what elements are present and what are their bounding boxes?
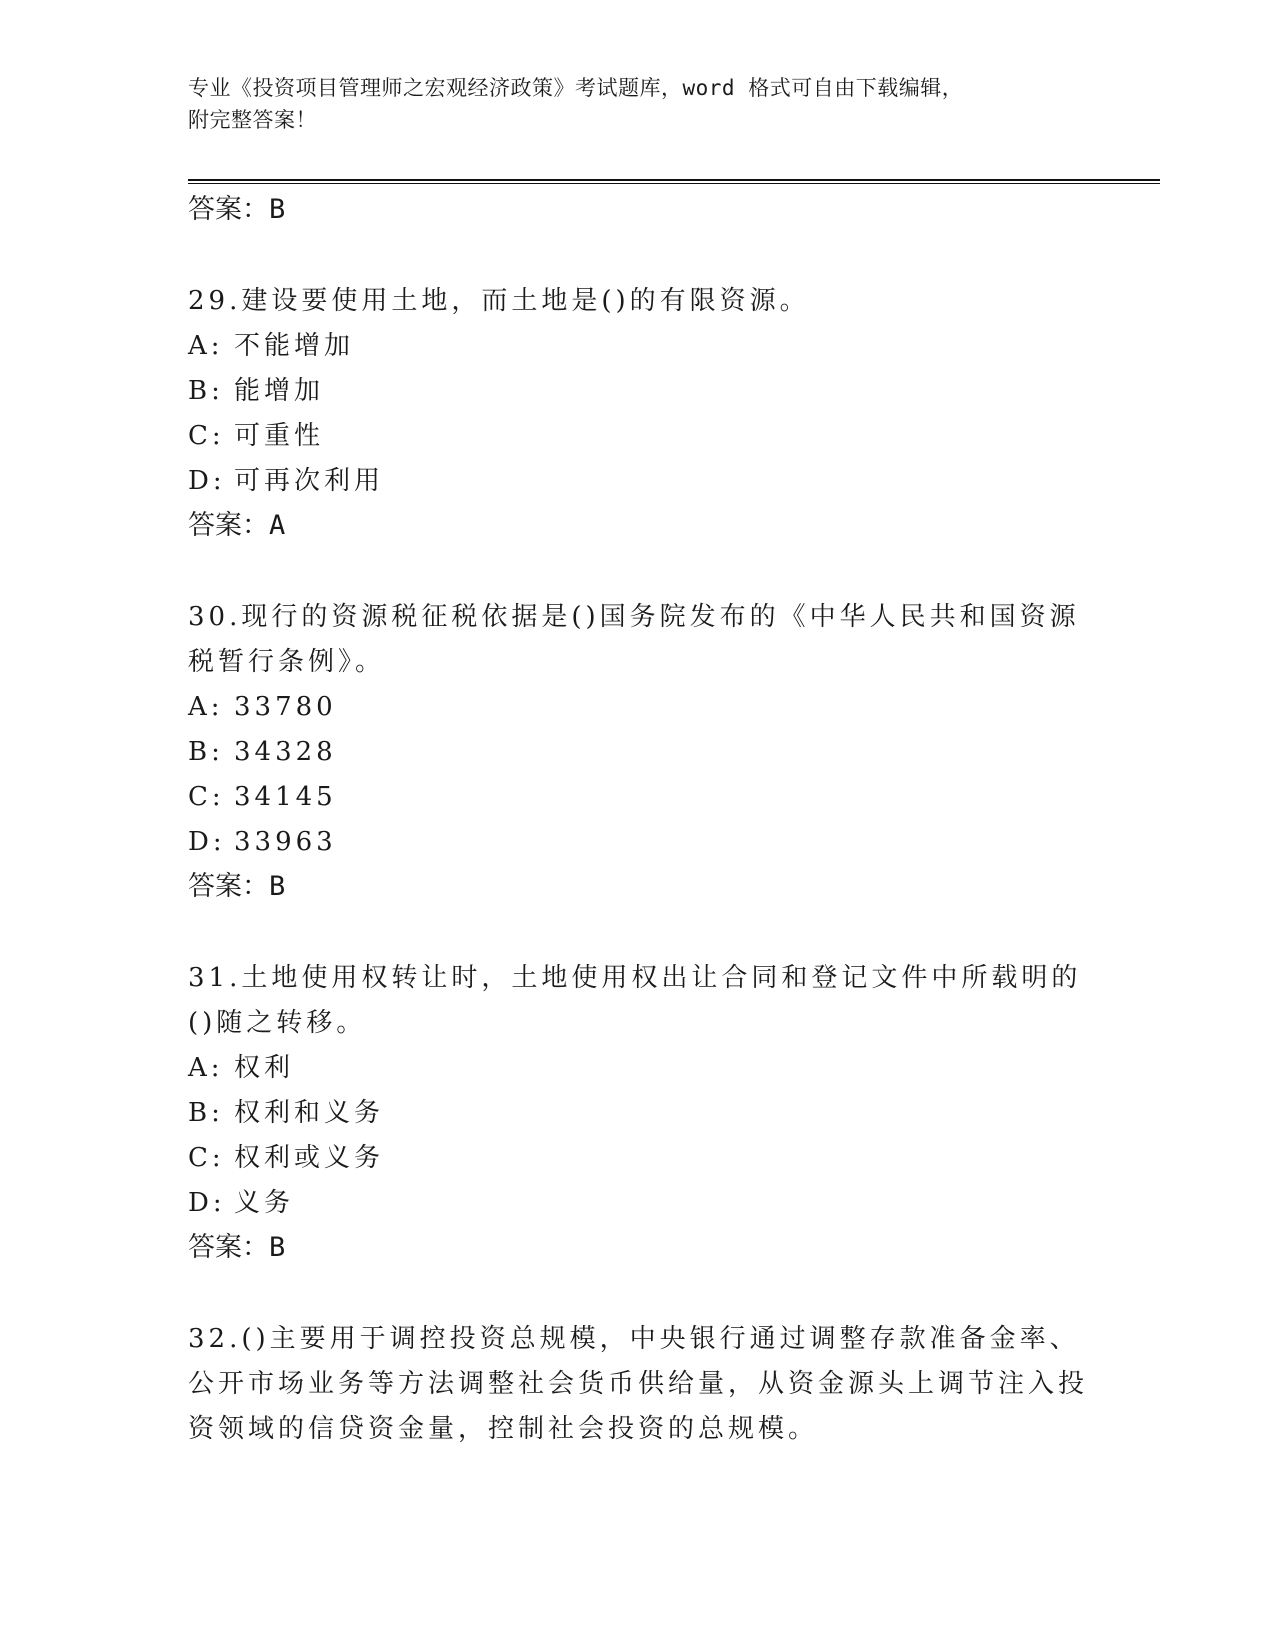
question-block — [188, 595, 1088, 909]
option-a — [188, 1046, 1088, 1091]
answer-value: B — [269, 871, 286, 902]
option-b — [188, 369, 1088, 414]
option-letter: B: — [188, 376, 224, 406]
option-b — [188, 1091, 1088, 1136]
option-text: 能增加 — [234, 376, 325, 406]
option-letter: C: — [188, 782, 225, 812]
option-letter: D: — [188, 827, 226, 857]
spacer — [188, 909, 1088, 956]
option-text: 义务 — [234, 1188, 295, 1218]
option-letter: A: — [188, 692, 224, 722]
option-b — [188, 730, 1088, 775]
answer-label: 答案： — [188, 194, 269, 225]
option-c — [188, 414, 1088, 459]
question-stem: 29.建设要使用土地，而土地是()的有限资源。 — [188, 286, 810, 316]
question-block — [188, 279, 1088, 548]
header-line-2: 附完整答案！ — [188, 108, 317, 132]
answer-line — [188, 865, 1088, 909]
question-stem: 31.土地使用权转让时，土地使用权出让合同和登记文件中所载明的()随之转移。 — [188, 963, 1082, 1038]
option-letter: C: — [188, 421, 225, 451]
option-c — [188, 1136, 1088, 1181]
answer-value: B — [269, 1232, 286, 1263]
option-text: 33963 — [234, 827, 337, 857]
header-rule-thin — [188, 183, 1160, 184]
option-letter: B: — [188, 1098, 224, 1128]
option-a — [188, 324, 1088, 369]
option-d — [188, 1181, 1088, 1226]
option-letter: D: — [188, 1188, 226, 1218]
option-text: 可再次利用 — [234, 466, 385, 496]
option-text: 33780 — [234, 692, 337, 722]
option-text: 可重性 — [234, 421, 325, 451]
answer-label: 答案： — [188, 510, 269, 541]
option-text: 权利或义务 — [234, 1143, 385, 1173]
question-list — [188, 188, 1088, 1452]
question-stem: 30.现行的资源税征税依据是()国务院发布的《中华人民共和国资源税暂行条例》。 — [188, 602, 1080, 677]
option-text: 不能增加 — [234, 331, 355, 361]
answer-value: A — [269, 510, 286, 541]
header-line-1: 专业《投资项目管理师之宏观经济政策》考试题库，word 格式可自由下载编辑， — [188, 76, 964, 100]
spacer — [188, 548, 1088, 595]
option-letter: A: — [188, 331, 224, 361]
option-text: 34145 — [234, 782, 337, 812]
answer-line — [188, 1226, 1088, 1270]
option-text: 权利 — [234, 1053, 295, 1083]
option-c — [188, 775, 1088, 820]
option-d — [188, 820, 1088, 865]
option-letter: C: — [188, 1143, 225, 1173]
option-d — [188, 459, 1088, 504]
header-rule-thick — [188, 179, 1160, 181]
option-text: 34328 — [234, 737, 337, 767]
answer-label: 答案： — [188, 871, 269, 902]
answer-value: B — [269, 194, 286, 225]
spacer — [188, 232, 1088, 279]
option-letter: A: — [188, 1053, 224, 1083]
option-letter: D: — [188, 466, 226, 496]
option-letter: B: — [188, 737, 224, 767]
question-stem: 32.()主要用于调控投资总规模，中央银行通过调整存款准备金率、公开市场业务等方法调整社会货币供给量，从资金源头上调节注入投资领域的信贷资金量，控制社会投资的总规模。 — [188, 1324, 1089, 1444]
answer-line — [188, 188, 1088, 232]
answer-line — [188, 504, 1088, 548]
answer-label: 答案： — [188, 1232, 269, 1263]
spacer — [188, 1270, 1088, 1317]
option-a — [188, 685, 1088, 730]
question-block — [188, 956, 1088, 1270]
document-header — [188, 72, 1068, 136]
option-text: 权利和义务 — [234, 1098, 385, 1128]
question-block — [188, 1317, 1088, 1452]
